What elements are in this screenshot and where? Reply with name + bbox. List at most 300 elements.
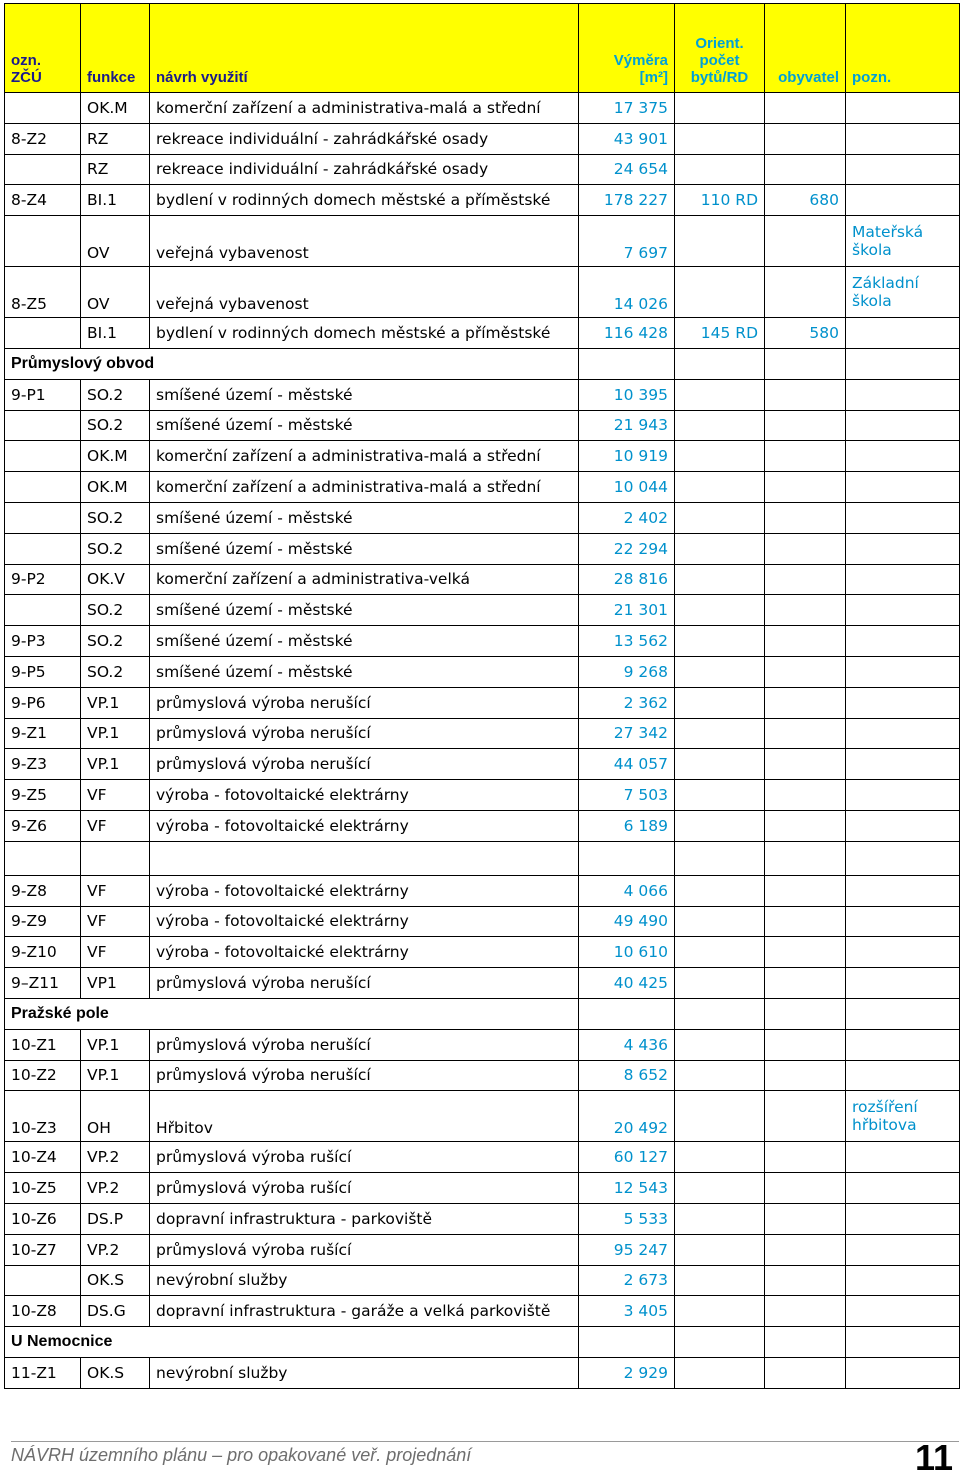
cell-vymera: 14 026	[579, 267, 675, 318]
cell-obyvatel	[765, 564, 846, 595]
cell-pozn	[846, 410, 960, 441]
cell-obyvatel	[765, 718, 846, 749]
cell-pozn	[846, 1060, 960, 1091]
cell-pocet	[675, 1029, 765, 1060]
cell-vymera: 6 189	[579, 810, 675, 841]
cell-navrh: bydlení v rodinných domech městské a příměstské	[150, 185, 579, 216]
table-row	[5, 318, 960, 349]
cell-pocet	[675, 1173, 765, 1204]
col-header-pocet	[675, 4, 765, 93]
cell-pocet	[675, 502, 765, 533]
cell-ozn	[5, 154, 81, 185]
table-row	[5, 267, 960, 318]
cell-obyvatel	[765, 379, 846, 410]
table-row	[5, 93, 960, 124]
col-header-ozn-line2: ZČÚ	[11, 69, 42, 86]
cell-obyvatel	[765, 875, 846, 906]
cell-pocet	[675, 1296, 765, 1327]
cell-pocet	[675, 810, 765, 841]
cell-obyvatel	[765, 1234, 846, 1265]
table-row	[5, 718, 960, 749]
cell-funkce: OK.S	[81, 1265, 150, 1296]
cell-obyvatel	[765, 780, 846, 811]
col-header-vymera-line2: [m²]	[639, 69, 668, 86]
cell-navrh: výroba - fotovoltaické elektrárny	[150, 780, 579, 811]
cell-obyvatel: 680	[765, 185, 846, 216]
cell-navrh: smíšené území - městské	[150, 379, 579, 410]
cell-funkce: VF	[81, 780, 150, 811]
cell-funkce: SO.2	[81, 410, 150, 441]
table-row	[5, 968, 960, 999]
table-row	[5, 216, 960, 267]
cell-obyvatel	[765, 1142, 846, 1173]
cell-pocet	[675, 564, 765, 595]
cell-pozn	[846, 875, 960, 906]
col-header-obyvatel-label: obyvatel	[778, 69, 839, 86]
table-row	[5, 472, 960, 503]
cell-navrh: veřejná vybavenost	[150, 267, 579, 318]
cell-ozn	[5, 502, 81, 533]
cell-vymera: 44 057	[579, 749, 675, 780]
cell-navrh: komerční zařízení a administrativa-malá a střední	[150, 441, 579, 472]
cell-pocet	[675, 267, 765, 318]
cell-navrh: průmyslová výroba rušící	[150, 1142, 579, 1173]
cell-ozn: 10-Z5	[5, 1173, 81, 1204]
cell-ozn: 9-Z5	[5, 780, 81, 811]
cell-navrh: komerční zařízení a administrativa-malá a střední	[150, 93, 579, 124]
cell-funkce: SO.2	[81, 595, 150, 626]
cell-obyvatel	[765, 93, 846, 124]
cell-navrh: výroba - fotovoltaické elektrárny	[150, 875, 579, 906]
cell-pozn	[846, 1265, 960, 1296]
cell-pocet	[675, 1060, 765, 1091]
cell-pozn	[846, 154, 960, 185]
cell-pocet	[675, 937, 765, 968]
cell-obyvatel	[765, 626, 846, 657]
empty-cell	[579, 1327, 675, 1358]
cell-ozn: 10-Z7	[5, 1234, 81, 1265]
cell-ozn: 9-P2	[5, 564, 81, 595]
col-header-pocet-line2: počet	[699, 52, 740, 69]
cell-pozn	[846, 968, 960, 999]
table-row	[5, 564, 960, 595]
footer-divider	[11, 1441, 959, 1442]
table-row	[5, 1265, 960, 1296]
table-row	[5, 1357, 960, 1388]
cell-funkce: VP.1	[81, 718, 150, 749]
cell-pozn	[846, 441, 960, 472]
cell-pocet	[675, 906, 765, 937]
cell-pocet	[675, 1203, 765, 1234]
cell-obyvatel: 580	[765, 318, 846, 349]
table-row	[5, 123, 960, 154]
cell-funkce: VP.1	[81, 749, 150, 780]
cell-ozn: 10-Z6	[5, 1203, 81, 1234]
cell-navrh: průmyslová výroba rušící	[150, 1173, 579, 1204]
cell-pozn: rozšíření hřbitova	[846, 1091, 960, 1142]
cell-pozn	[846, 810, 960, 841]
section-row	[5, 998, 960, 1029]
cell-pocet: 145 RD	[675, 318, 765, 349]
cell-funkce: BI.1	[81, 185, 150, 216]
table-row	[5, 379, 960, 410]
cell-obyvatel	[765, 1357, 846, 1388]
cell-vymera: 21 943	[579, 410, 675, 441]
cell-navrh: smíšené území - městské	[150, 656, 579, 687]
cell-pozn	[846, 656, 960, 687]
cell-vymera: 21 301	[579, 595, 675, 626]
cell-vymera: 12 543	[579, 1173, 675, 1204]
cell-funkce: DS.G	[81, 1296, 150, 1327]
cell-pozn	[846, 906, 960, 937]
table-row	[5, 937, 960, 968]
cell-pocet	[675, 780, 765, 811]
cell-obyvatel	[765, 1265, 846, 1296]
empty-cell	[579, 841, 675, 875]
col-header-ozn	[5, 4, 81, 93]
cell-navrh: veřejná vybavenost	[150, 216, 579, 267]
cell-funkce: OK.S	[81, 1357, 150, 1388]
cell-funkce: VF	[81, 937, 150, 968]
table-row	[5, 533, 960, 564]
cell-navrh: průmyslová výroba nerušící	[150, 1060, 579, 1091]
cell-navrh: průmyslová výroba nerušící	[150, 1029, 579, 1060]
col-header-navrh-label: návrh využití	[156, 69, 248, 86]
cell-obyvatel	[765, 216, 846, 267]
cell-vymera: 20 492	[579, 1091, 675, 1142]
cell-obyvatel	[765, 656, 846, 687]
cell-vymera: 5 533	[579, 1203, 675, 1234]
cell-navrh: Hřbitov	[150, 1091, 579, 1142]
table-row	[5, 780, 960, 811]
empty-cell	[150, 841, 579, 875]
cell-pozn	[846, 1296, 960, 1327]
cell-obyvatel	[765, 1060, 846, 1091]
cell-pozn	[846, 185, 960, 216]
cell-navrh: průmyslová výroba rušící	[150, 1234, 579, 1265]
section-row	[5, 348, 960, 379]
cell-vymera: 10 610	[579, 937, 675, 968]
cell-pozn: Mateřská škola	[846, 216, 960, 267]
table-row	[5, 1060, 960, 1091]
table-row	[5, 595, 960, 626]
cell-funkce: OK.V	[81, 564, 150, 595]
empty-cell	[81, 841, 150, 875]
cell-obyvatel	[765, 810, 846, 841]
cell-ozn: 9-P5	[5, 656, 81, 687]
col-header-pocet-line3: bytů/RD	[690, 69, 749, 86]
cell-ozn: 8-Z5	[5, 267, 81, 318]
cell-funkce: VP1	[81, 968, 150, 999]
cell-funkce: OK.M	[81, 441, 150, 472]
cell-obyvatel	[765, 441, 846, 472]
cell-funkce: VF	[81, 810, 150, 841]
cell-vymera: 10 395	[579, 379, 675, 410]
cell-pozn	[846, 1203, 960, 1234]
cell-funkce: SO.2	[81, 626, 150, 657]
table-body	[5, 93, 960, 1389]
table-row	[5, 749, 960, 780]
table-row	[5, 656, 960, 687]
cell-vymera: 24 654	[579, 154, 675, 185]
table-row	[5, 1091, 960, 1142]
cell-vymera: 49 490	[579, 906, 675, 937]
table-row	[5, 502, 960, 533]
table-row	[5, 687, 960, 718]
page-footer	[11, 1437, 959, 1478]
table-row	[5, 1234, 960, 1265]
table-row	[5, 1142, 960, 1173]
cell-obyvatel	[765, 968, 846, 999]
cell-ozn: 10-Z3	[5, 1091, 81, 1142]
cell-ozn	[5, 595, 81, 626]
col-header-pozn-label: pozn.	[852, 69, 892, 86]
cell-obyvatel	[765, 410, 846, 441]
cell-funkce: VP.2	[81, 1142, 150, 1173]
cell-pozn	[846, 318, 960, 349]
table-row	[5, 626, 960, 657]
cell-ozn	[5, 533, 81, 564]
col-header-navrh	[150, 4, 579, 93]
cell-pocet	[675, 687, 765, 718]
empty-cell	[675, 841, 765, 875]
cell-navrh: průmyslová výroba nerušící	[150, 968, 579, 999]
col-header-funkce	[81, 4, 150, 93]
empty-cell	[579, 348, 675, 379]
cell-pocet	[675, 93, 765, 124]
table-row	[5, 1173, 960, 1204]
cell-pocet	[675, 216, 765, 267]
cell-obyvatel	[765, 123, 846, 154]
cell-navrh: smíšené území - městské	[150, 533, 579, 564]
cell-pocet	[675, 749, 765, 780]
cell-pozn	[846, 937, 960, 968]
cell-pocet	[675, 595, 765, 626]
cell-pocet	[675, 1142, 765, 1173]
table-row	[5, 1203, 960, 1234]
cell-vymera: 60 127	[579, 1142, 675, 1173]
cell-obyvatel	[765, 154, 846, 185]
cell-ozn	[5, 318, 81, 349]
cell-vymera: 7 697	[579, 216, 675, 267]
cell-pozn	[846, 564, 960, 595]
cell-vymera: 2 402	[579, 502, 675, 533]
cell-obyvatel	[765, 533, 846, 564]
cell-navrh: průmyslová výroba nerušící	[150, 687, 579, 718]
cell-pozn	[846, 502, 960, 533]
cell-obyvatel	[765, 687, 846, 718]
cell-funkce: VF	[81, 906, 150, 937]
cell-ozn	[5, 472, 81, 503]
land-use-table	[4, 3, 960, 1389]
cell-pocet	[675, 154, 765, 185]
empty-cell	[765, 841, 846, 875]
cell-navrh: komerční zařízení a administrativa-malá a střední	[150, 472, 579, 503]
cell-vymera: 9 268	[579, 656, 675, 687]
cell-pozn	[846, 1234, 960, 1265]
cell-navrh: dopravní infrastruktura - garáže a velká parkoviště	[150, 1296, 579, 1327]
cell-obyvatel	[765, 906, 846, 937]
empty-cell	[675, 1327, 765, 1358]
table-row	[5, 906, 960, 937]
cell-navrh: rekreace individuální - zahrádkářské osady	[150, 123, 579, 154]
cell-ozn: 9-Z9	[5, 906, 81, 937]
cell-pozn	[846, 718, 960, 749]
cell-pozn	[846, 93, 960, 124]
cell-pozn	[846, 780, 960, 811]
cell-vymera: 10 044	[579, 472, 675, 503]
table-row	[5, 441, 960, 472]
col-header-pocet-line1: Orient.	[695, 35, 744, 52]
empty-cell	[765, 998, 846, 1029]
cell-pocet	[675, 626, 765, 657]
cell-obyvatel	[765, 1173, 846, 1204]
section-title: Pražské pole	[5, 998, 579, 1029]
col-header-vymera	[579, 4, 675, 93]
cell-navrh: nevýrobní služby	[150, 1265, 579, 1296]
empty-cell	[846, 348, 960, 379]
cell-navrh: výroba - fotovoltaické elektrárny	[150, 906, 579, 937]
cell-ozn: 9-Z6	[5, 810, 81, 841]
cell-vymera: 22 294	[579, 533, 675, 564]
cell-funkce: OV	[81, 267, 150, 318]
cell-pozn	[846, 749, 960, 780]
cell-ozn: 11-Z1	[5, 1357, 81, 1388]
col-header-obyvatel	[765, 4, 846, 93]
cell-navrh: smíšené území - městské	[150, 410, 579, 441]
empty-cell	[5, 841, 81, 875]
cell-pozn	[846, 1357, 960, 1388]
cell-funkce: RZ	[81, 154, 150, 185]
cell-funkce: VF	[81, 875, 150, 906]
cell-navrh: rekreace individuální - zahrádkářské osady	[150, 154, 579, 185]
cell-pozn: Základní škola	[846, 267, 960, 318]
cell-vymera: 4 066	[579, 875, 675, 906]
cell-obyvatel	[765, 1296, 846, 1327]
cell-pozn	[846, 123, 960, 154]
cell-obyvatel	[765, 502, 846, 533]
empty-cell	[846, 998, 960, 1029]
cell-ozn: 10-Z8	[5, 1296, 81, 1327]
cell-ozn	[5, 1265, 81, 1296]
cell-funkce: SO.2	[81, 656, 150, 687]
cell-pocet	[675, 410, 765, 441]
cell-ozn	[5, 93, 81, 124]
cell-pozn	[846, 687, 960, 718]
cell-ozn: 10-Z2	[5, 1060, 81, 1091]
cell-obyvatel	[765, 937, 846, 968]
cell-pozn	[846, 626, 960, 657]
cell-vymera: 2 673	[579, 1265, 675, 1296]
cell-vymera: 3 405	[579, 1296, 675, 1327]
empty-cell	[765, 348, 846, 379]
cell-vymera: 27 342	[579, 718, 675, 749]
cell-ozn: 9-Z10	[5, 937, 81, 968]
cell-navrh: nevýrobní služby	[150, 1357, 579, 1388]
table-row	[5, 810, 960, 841]
cell-pocet	[675, 1357, 765, 1388]
cell-funkce: VP.1	[81, 1029, 150, 1060]
cell-obyvatel	[765, 267, 846, 318]
cell-vymera: 28 816	[579, 564, 675, 595]
cell-funkce: VP.1	[81, 1060, 150, 1091]
cell-obyvatel	[765, 1091, 846, 1142]
table-row	[5, 410, 960, 441]
col-header-funkce-label: funkce	[87, 69, 136, 86]
cell-navrh: výroba - fotovoltaické elektrárny	[150, 810, 579, 841]
cell-navrh: bydlení v rodinných domech městské a příměstské	[150, 318, 579, 349]
cell-pozn	[846, 1173, 960, 1204]
cell-obyvatel	[765, 595, 846, 626]
table-row	[5, 1296, 960, 1327]
cell-vymera: 13 562	[579, 626, 675, 657]
cell-funkce: OK.M	[81, 472, 150, 503]
spacer-row	[5, 841, 960, 875]
cell-ozn: 10-Z4	[5, 1142, 81, 1173]
cell-pozn	[846, 595, 960, 626]
cell-pocet	[675, 875, 765, 906]
empty-cell	[846, 841, 960, 875]
cell-funkce: OK.M	[81, 93, 150, 124]
cell-navrh: dopravní infrastruktura - parkoviště	[150, 1203, 579, 1234]
cell-pocet	[675, 968, 765, 999]
cell-ozn: 9–Z11	[5, 968, 81, 999]
cell-vymera: 116 428	[579, 318, 675, 349]
section-row	[5, 1327, 960, 1358]
cell-vymera: 17 375	[579, 93, 675, 124]
cell-ozn: 9-Z8	[5, 875, 81, 906]
cell-obyvatel	[765, 1029, 846, 1060]
page-number: 11	[914, 1437, 953, 1478]
cell-vymera: 43 901	[579, 123, 675, 154]
cell-funkce: SO.2	[81, 533, 150, 564]
cell-ozn: 8-Z4	[5, 185, 81, 216]
cell-vymera: 2 929	[579, 1357, 675, 1388]
cell-pocet: 110 RD	[675, 185, 765, 216]
empty-cell	[846, 1327, 960, 1358]
cell-navrh: výroba - fotovoltaické elektrárny	[150, 937, 579, 968]
cell-navrh: průmyslová výroba nerušící	[150, 718, 579, 749]
footer-text: NÁVRH územního plánu – pro opakované veř. projednání	[11, 1445, 472, 1465]
cell-funkce: VP.2	[81, 1173, 150, 1204]
table-row	[5, 185, 960, 216]
cell-pocet	[675, 533, 765, 564]
cell-pocet	[675, 656, 765, 687]
cell-pocet	[675, 1091, 765, 1142]
cell-funkce: OV	[81, 216, 150, 267]
cell-funkce: BI.1	[81, 318, 150, 349]
empty-cell	[675, 348, 765, 379]
cell-pozn	[846, 533, 960, 564]
cell-pocet	[675, 123, 765, 154]
col-header-pozn	[846, 4, 960, 93]
cell-obyvatel	[765, 749, 846, 780]
table-row	[5, 875, 960, 906]
cell-pozn	[846, 1142, 960, 1173]
cell-ozn: 9-P1	[5, 379, 81, 410]
cell-obyvatel	[765, 472, 846, 503]
cell-navrh: komerční zařízení a administrativa-velká	[150, 564, 579, 595]
cell-vymera: 7 503	[579, 780, 675, 811]
cell-pocet	[675, 379, 765, 410]
cell-vymera: 178 227	[579, 185, 675, 216]
section-title: Průmyslový obvod	[5, 348, 579, 379]
cell-pocet	[675, 441, 765, 472]
cell-pozn	[846, 379, 960, 410]
cell-navrh: smíšené území - městské	[150, 502, 579, 533]
cell-ozn	[5, 410, 81, 441]
cell-navrh: průmyslová výroba nerušící	[150, 749, 579, 780]
